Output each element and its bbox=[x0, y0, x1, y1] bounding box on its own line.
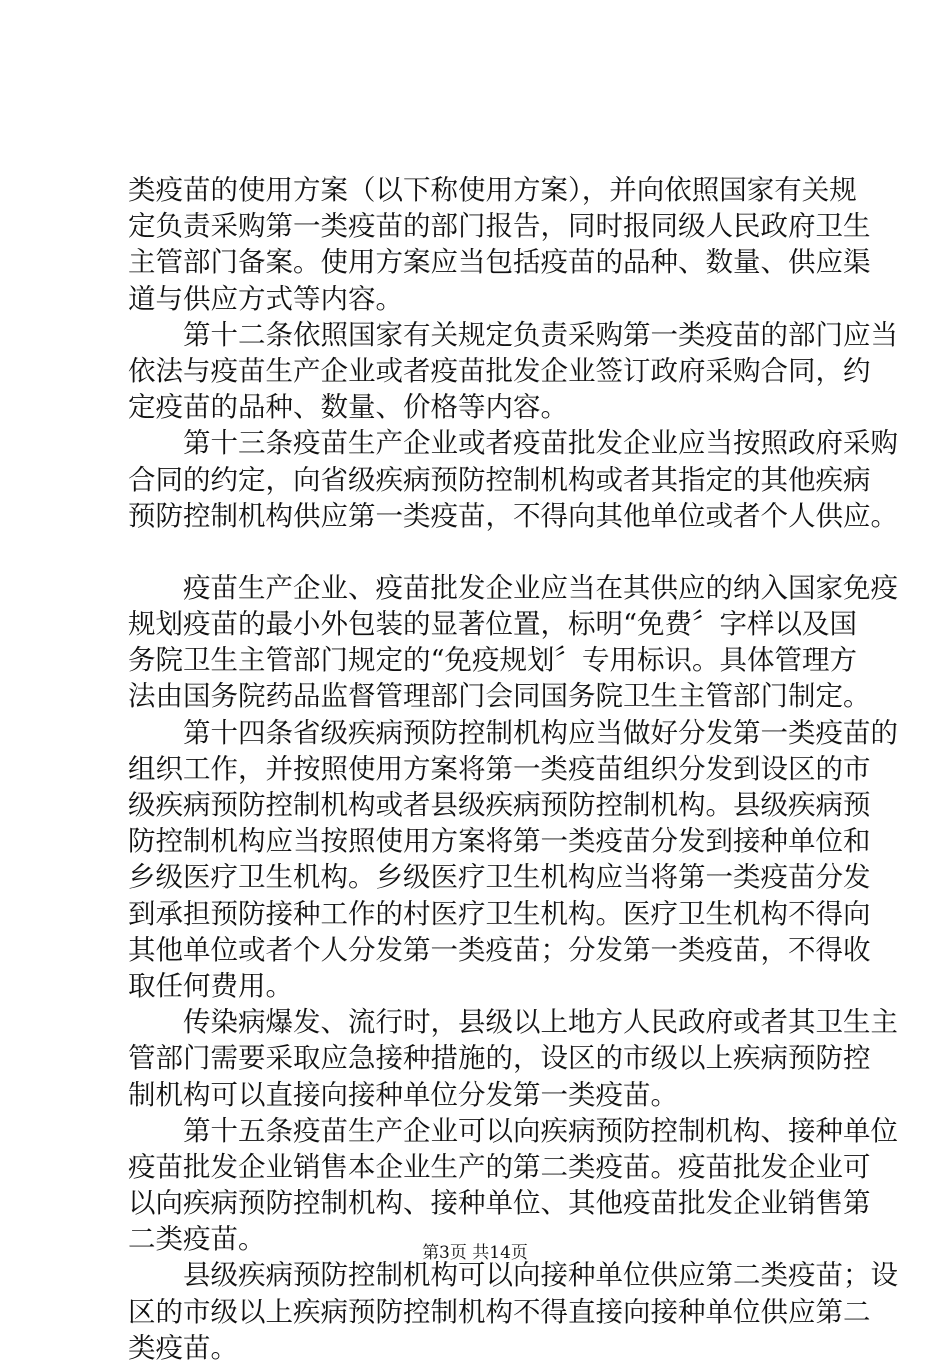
text-line: 第十二条依照国家有关规定负责采购第一类疫苗的部门应当 bbox=[183, 318, 898, 351]
paragraph-county-supply bbox=[128, 1257, 898, 1366]
text-line: 制机构可以直接向接种单位分发第一类疫苗。 bbox=[128, 1078, 678, 1111]
text-line: 第十四条省级疾病预防控制机构应当做好分发第一类疫苗的 bbox=[183, 716, 898, 749]
text-line: 定疫苗的品种、数量、价格等内容。 bbox=[128, 391, 568, 424]
paragraph-packaging-label bbox=[128, 570, 898, 715]
text-line: 类疫苗。 bbox=[128, 1331, 238, 1364]
text-line: 取任何费用。 bbox=[128, 969, 293, 1002]
page-number: 第3页 共14页 bbox=[422, 1243, 528, 1263]
text-line: 县级疾病预防控制机构可以向接种单位供应第二类疫苗；设 bbox=[183, 1259, 898, 1292]
paragraph-emergency bbox=[128, 1004, 898, 1113]
text-line: 到承担预防接种工作的村医疗卫生机构。医疗卫生机构不得向 bbox=[128, 897, 871, 930]
text-line: 区的市级以上疾病预防控制机构不得直接向接种单位供应第二 bbox=[128, 1295, 871, 1328]
text-line: 二类疫苗。 bbox=[128, 1223, 266, 1256]
text-line: 管部门需要采取应急接种措施的，设区的市级以上疾病预防控 bbox=[128, 1042, 871, 1075]
document-body bbox=[128, 172, 898, 1366]
text-line: 级疾病预防控制机构或者县级疾病预防控制机构。县级疾病预 bbox=[128, 789, 871, 821]
paragraph-article-14 bbox=[128, 715, 898, 1005]
paragraph-1 bbox=[128, 172, 871, 317]
text-line: 以向疾病预防控制机构、接种单位、其他疫苗批发企业销售第 bbox=[128, 1187, 871, 1220]
text-line: 乡级医疗卫生机构。乡级医疗卫生机构应当将第一类疫苗分发 bbox=[128, 861, 871, 894]
paragraph-gap bbox=[128, 534, 844, 570]
paragraph-article-12 bbox=[128, 317, 898, 426]
text-line: 务院卫生主管部门规定的“免疫规划〞专用标识。具体管理方 bbox=[128, 644, 858, 677]
text-line: 规划疫苗的最小外包装的显著位置，标明“免费〞字样以及国 bbox=[128, 608, 858, 641]
text-line: 疫苗批发企业销售本企业生产的第二类疫苗。疫苗批发企业可 bbox=[128, 1150, 871, 1183]
text-line: 主管部门备案。使用方案应当包括疫苗的品种、数量、供应渠 bbox=[128, 246, 871, 279]
text-line: 第十五条疫苗生产企业可以向疾病预防控制机构、接种单位 bbox=[183, 1114, 898, 1147]
text-line: 疫苗生产企业、疫苗批发企业应当在其供应的纳入国家免疫 bbox=[183, 571, 898, 604]
text-line: 合同的约定，向省级疾病预防控制机构或者其指定的其他疾病 bbox=[128, 463, 871, 496]
text-line: 组织工作，并按照使用方案将第一类疫苗组织分发到设区的市 bbox=[128, 752, 871, 785]
text-line: 防控制机构应当按照使用方案将第一类疫苗分发到接种单位和 bbox=[128, 825, 871, 858]
text-line: 定负责采购第一类疫苗的部门报告，同时报同级人民政府卫生 bbox=[128, 210, 871, 243]
text-line: 传染病爆发、流行时，县级以上地方人民政府或者其卫生主 bbox=[183, 1006, 898, 1039]
text-line: 类疫苗的使用方案（以下称使用方案），并向依照国家有关规 bbox=[128, 174, 857, 206]
text-line: 道与供应方式等内容。 bbox=[128, 282, 403, 315]
text-line: 法由国务院药品监督管理部门会同国务院卫生主管部门制定。 bbox=[128, 680, 871, 713]
text-line: 其他单位或者个人分发第一类疫苗；分发第一类疫苗，不得收 bbox=[128, 933, 871, 966]
text-line: 第十三条疫苗生产企业或者疫苗批发企业应当按照政府采购 bbox=[183, 427, 898, 460]
paragraph-article-13 bbox=[128, 425, 898, 534]
paragraph-article-15 bbox=[128, 1113, 898, 1258]
text-line: 依法与疫苗生产企业或者疫苗批发企业签订政府采购合同，约 bbox=[128, 354, 871, 387]
text-line: 预防控制机构供应第一类疫苗，不得向其他单位或者个人供应。 bbox=[128, 499, 898, 532]
